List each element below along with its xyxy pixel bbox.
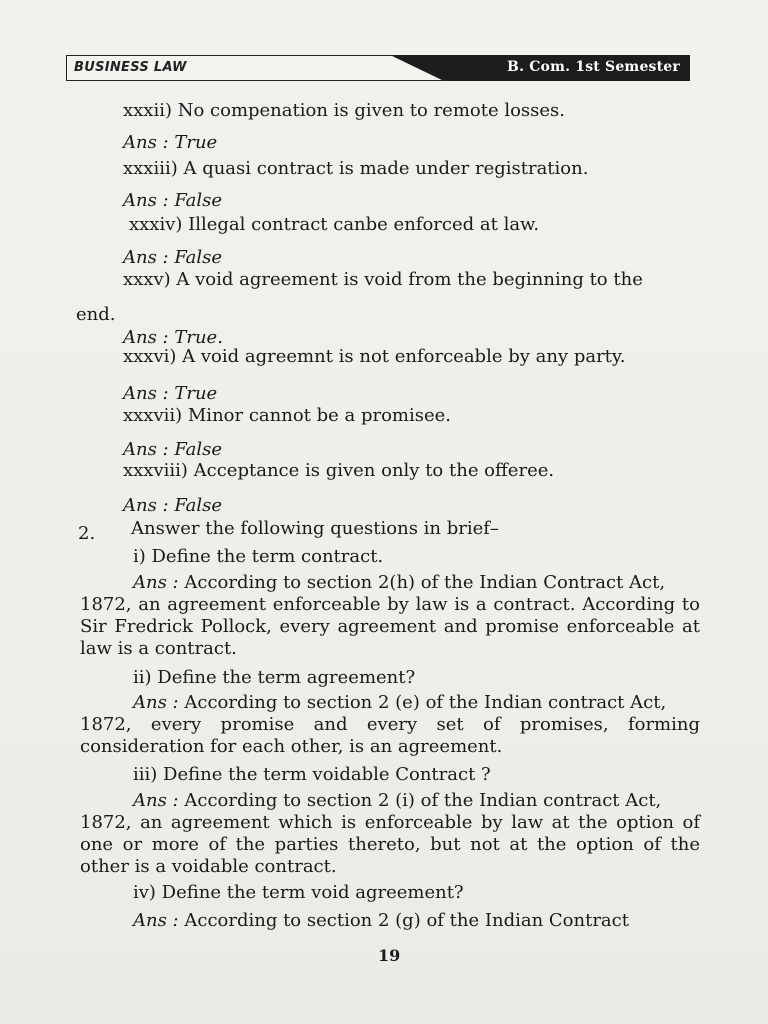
answer-i-body: 1872, an agreement enforceable by law is a contract. According to Sir Fredrick Pollock, every agreement and promise enforceable at law is a contract. [80,594,700,659]
answer-text: According to section 2 (g) of the Indian Contract [184,910,629,931]
page-number: 19 [378,946,401,965]
answer-label: Ans : [133,910,179,931]
answer-text: According to section 2 (i) of the Indian contract Act, [184,790,662,811]
answer-text: According to section 2(h) of the Indian Contract Act, [184,572,666,593]
question-iv: iv) Define the term void agreement? [133,882,464,903]
answer-xxxviii: Ans : False [123,495,222,516]
question-xxxvii: xxxvii) Minor cannot be a promisee. [123,405,452,426]
question-xxxviii: xxxviii) Acceptance is given only to the offeree. [123,460,555,481]
question-xxxii: xxxii) No compenation is given to remote losses. [123,100,566,121]
answer-ii-body: 1872, every promise and every set of promises, forming consideration for each other, is an agreement. [80,714,700,757]
section-heading: Answer the following questions in brief– [131,518,499,539]
answer-i-first-line [133,572,665,594]
question-xxxv-continued: end. [76,304,116,325]
question-xxxv: xxxv) A void agreement is void from the beginning to the [123,269,643,290]
answer-xxxv: Ans : True. [123,327,223,348]
answer-xxxii: Ans : True [123,132,218,153]
header-course: B. Com. 1st Semester [507,59,680,75]
header-subject: BUSINESS LAW [74,60,187,75]
running-header [66,55,690,83]
answer-iii-first-line [133,790,661,812]
answer-iii-body: 1872, an agreement which is enforceable by law at the option of one or more of the parties thereto, but not at the option of the other is a voidable contract. [80,812,700,877]
question-xxxiii: xxxiii) A quasi contract is made under registration. [123,158,589,179]
answer-label: Ans : [133,572,179,593]
answer-text: According to section 2 (e) of the Indian contract Act, [184,692,667,713]
answer-label: Ans : [133,692,179,713]
answer-xxxiii: Ans : False [123,190,222,211]
answer-label: Ans : [133,790,179,811]
question-xxxvi: xxxvi) A void agreemnt is not enforceable by any party. [123,346,626,367]
question-iii: iii) Define the term voidable Contract ? [133,764,491,785]
answer-xxxiv: Ans : False [123,247,222,268]
question-xxxiv: xxxiv) Illegal contract canbe enforced at law. [129,214,540,235]
section-number: 2. [78,523,96,544]
answer-xxxvi: Ans : True [123,383,218,404]
answer-ii-first-line [133,692,666,714]
question-i: i) Define the term contract. [133,546,384,567]
answer-iv-first-line [133,910,629,932]
question-ii: ii) Define the term agreement? [133,667,416,688]
answer-xxxvii: Ans : False [123,439,222,460]
